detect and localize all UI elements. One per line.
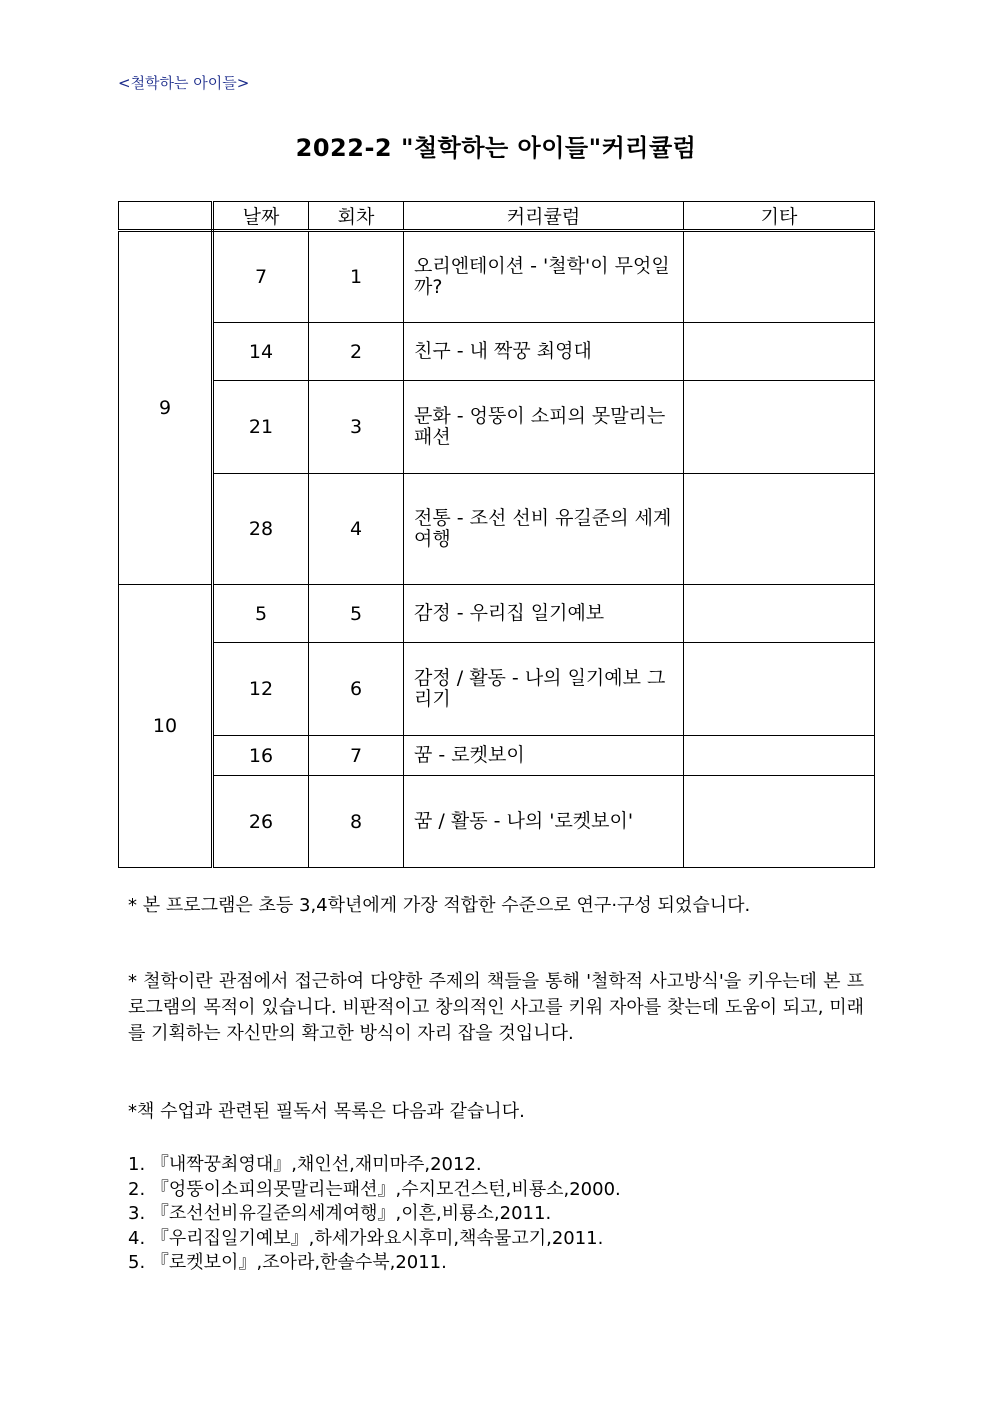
table-row <box>119 323 875 381</box>
session-cell: 2 <box>309 323 404 381</box>
table-row <box>119 231 875 323</box>
note-reading-list-intro: *책 수업과 관련된 필독서 목록은 다음과 같습니다. <box>128 1101 525 1122</box>
header-etc: 기타 <box>684 202 875 231</box>
list-item: 1. 『내짝꿍최영대』,채인선,재미마주,2012. <box>128 1154 482 1175</box>
date-cell: 12 <box>213 643 309 736</box>
table-row <box>119 474 875 585</box>
topic-cell: 꿈 - 로켓보이 <box>404 736 684 776</box>
top-label: <철학하는 아이들> <box>118 74 250 92</box>
month-cell: 9 <box>119 231 213 585</box>
date-cell: 21 <box>213 381 309 474</box>
topic-cell: 문화 - 엉뚱이 소피의 못말리는 패션 <box>404 381 684 474</box>
etc-cell <box>684 323 875 381</box>
topic-cell: 감정 / 활동 - 나의 일기예보 그리기 <box>404 643 684 736</box>
table-row <box>119 585 875 643</box>
etc-cell <box>684 231 875 323</box>
table-row <box>119 776 875 868</box>
session-cell: 5 <box>309 585 404 643</box>
session-cell: 3 <box>309 381 404 474</box>
etc-cell <box>684 776 875 868</box>
note-target-grade: * 본 프로그램은 초등 3,4학년에게 가장 적합한 수준으로 연구·구성 되었습니다. <box>128 895 751 916</box>
header-date: 날짜 <box>213 202 309 231</box>
etc-cell <box>684 474 875 585</box>
etc-cell <box>684 381 875 474</box>
topic-cell: 친구 - 내 짝꿍 최영대 <box>404 323 684 381</box>
date-cell: 14 <box>213 323 309 381</box>
table-row <box>119 736 875 776</box>
date-cell: 5 <box>213 585 309 643</box>
session-cell: 8 <box>309 776 404 868</box>
session-cell: 7 <box>309 736 404 776</box>
list-item: 4. 『우리집일기예보』,하세가와요시후미,책속물고기,2011. <box>128 1227 604 1249</box>
header-curriculum: 커리큘럼 <box>404 202 684 231</box>
month-cell: 10 <box>119 585 213 868</box>
list-item: 2. 『엉뚱이소피의못말리는패션』,수지모건스턴,비룡소,2000. <box>128 1178 621 1200</box>
page-title: 2022-2 "철학하는 아이들"커리큘럼 <box>295 134 697 162</box>
session-cell: 4 <box>309 474 404 585</box>
date-cell: 28 <box>213 474 309 585</box>
table-header-row <box>119 202 875 231</box>
date-cell: 16 <box>213 736 309 776</box>
table-row <box>119 643 875 736</box>
topic-cell: 전통 - 조선 선비 유길준의 세계 여행 <box>404 474 684 585</box>
reading-list <box>128 1153 864 1276</box>
header-session: 회차 <box>309 202 404 231</box>
session-cell: 1 <box>309 231 404 323</box>
date-cell: 7 <box>213 231 309 323</box>
etc-cell <box>684 585 875 643</box>
header-month <box>119 202 213 231</box>
etc-cell <box>684 736 875 776</box>
session-cell: 6 <box>309 643 404 736</box>
list-item: 3. 『조선선비유길준의세계여행』,이흔,비룡소,2011. <box>128 1203 552 1224</box>
etc-cell <box>684 643 875 736</box>
topic-cell: 꿈 / 활동 - 나의 '로켓보이' <box>404 776 684 868</box>
note-program-purpose: * 철학이란 관점에서 접근하여 다양한 주제의 책들을 통해 '철학적 사고방식'을 키우는데 본 프로그램의 목적이 있습니다. 비판적이고 창의적인 사고를 키워 자아를 찾는데 도움이 되고, 미래를 기획하는 자신만의 확고한 방식이 자리 잡을 것입니다. <box>128 971 864 1044</box>
date-cell: 26 <box>213 776 309 868</box>
topic-cell: 오리엔테이션 - '철학'이 무엇일까? <box>404 231 684 323</box>
list-item: 5. 『로켓보이』,조아라,한솔수북,2011. <box>128 1252 447 1273</box>
table-row <box>119 381 875 474</box>
topic-cell: 감정 - 우리집 일기예보 <box>404 585 684 643</box>
curriculum-table <box>118 201 875 868</box>
